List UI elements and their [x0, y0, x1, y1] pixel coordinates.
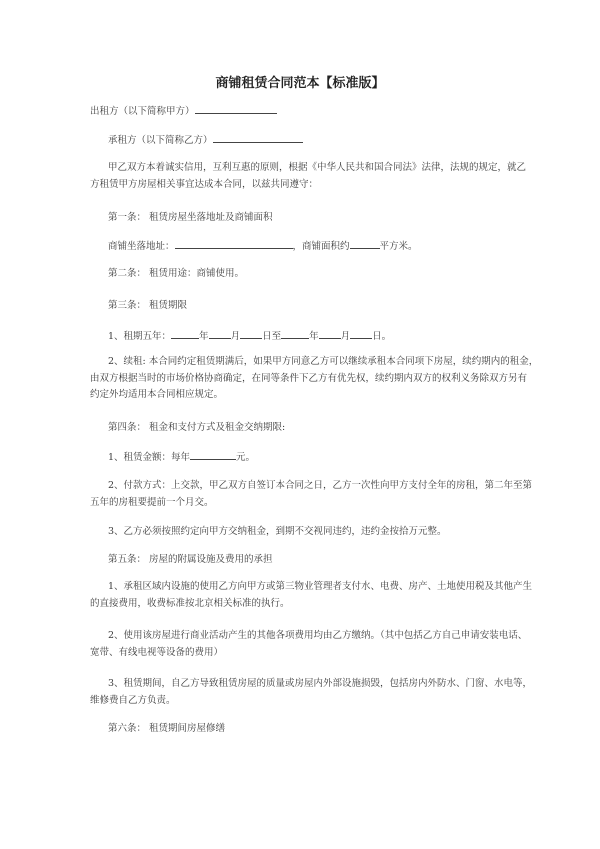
start-month-blank[interactable] — [209, 329, 231, 339]
address-blank[interactable] — [175, 239, 293, 249]
intro-paragraph — [90, 160, 526, 193]
address-line — [108, 239, 418, 253]
end-day-blank[interactable] — [350, 329, 372, 339]
term-month-2: 月 — [340, 331, 351, 342]
term-day-to: 日至 — [262, 331, 282, 342]
article3-title: 第三条： 租赁期限 — [108, 300, 188, 311]
rent-prefix: 1、租赁金额：每年 — [108, 452, 191, 463]
start-year-blank[interactable] — [171, 329, 199, 339]
lessor-blank[interactable] — [195, 104, 277, 114]
article5-title: 第五条： 房屋的附属设施及费用的承担 — [108, 554, 273, 565]
article6-title: 第六条： 租赁期间房屋修缮 — [108, 723, 226, 734]
end-year-blank[interactable] — [281, 329, 309, 339]
rent-suffix: 元。 — [236, 452, 256, 463]
term-year-1: 年 — [199, 331, 209, 342]
address-label: 商铺坐落地址： — [108, 241, 175, 252]
rent-line — [108, 450, 255, 464]
area-blank[interactable] — [350, 239, 380, 249]
renewal-paragraph — [90, 354, 538, 404]
fees1-paragraph — [90, 579, 532, 612]
fees1-line-1: 1、承租区域内设施的使用乙方向甲方或第三物业管理者支付水、电费、房产、土地使用税及其他产生 — [108, 581, 533, 592]
area-label: ，商铺面积约 — [292, 241, 350, 252]
lessee-label: 承租方（以下简称乙方） — [108, 135, 213, 146]
term-year-2: 年 — [309, 331, 319, 342]
lessee-blank[interactable] — [213, 133, 303, 143]
fees2-line-1: 2、使用该房屋进行商业活动产生的其他各项费用均由乙方缴纳。（其中包括乙方自己申请安装电话、 — [108, 630, 528, 641]
document-title: 商铺租赁合同范本【标准版】 — [215, 76, 385, 91]
article4-title: 第四条： 租金和支付方式及租金交纳期限: — [108, 422, 286, 433]
term-line — [108, 329, 391, 343]
renewal-line-3: 约定外均适用本合同相应规定。 — [90, 389, 224, 400]
start-day-blank[interactable] — [240, 329, 262, 339]
article2: 第二条： 租赁用途：商铺使用。 — [108, 268, 245, 279]
lessor-line — [90, 104, 277, 118]
rent-amount-blank[interactable] — [190, 450, 236, 460]
renewal-line-1: 2、续租: 本合同约定租赁期满后，如果甲方同意乙方可以继续承租本合同项下房屋，续约期内的租金， — [108, 356, 539, 367]
term-prefix: 1、租期五年： — [108, 331, 172, 342]
payment-line-1: 2、付款方式：上交款，甲乙双方自签订本合同之日，乙方一次性向甲方支付全年的房租，第二年至第 — [108, 480, 533, 491]
term-month-1: 月 — [230, 331, 241, 342]
end-month-blank[interactable] — [319, 329, 341, 339]
overdue-clause: 3、乙方必须按照约定向甲方交纳租金，到期不交视同违约，违约金按拾万元整。 — [108, 526, 447, 537]
fees3-line-2: 维修费自乙方负责。 — [90, 694, 176, 706]
fees2-paragraph — [90, 628, 527, 661]
article1-title: 第一条： 租赁房屋坐落地址及商铺面积 — [108, 212, 273, 223]
renewal-line-2: 由双方根据当时的市场价格协商确定，在同等条件下乙方有优先权，续约期内双方的权利义务除双方另有 — [90, 372, 528, 384]
intro-line-2: 方租赁甲方房屋相关事宜达成本合同，以兹共同遵守： — [90, 178, 319, 190]
fees3-line-1: 3、租赁期间，自乙方导致租赁房屋的质量或房屋内外部设施损毁，包括房内外防水、门窗、水电等， — [108, 678, 533, 689]
fees1-line-2: 的直接费用，收费标准按北京相关标准的执行。 — [90, 597, 290, 609]
payment-line-2: 五年的房租要提前一个月交。 — [90, 496, 214, 508]
payment-paragraph — [90, 478, 532, 511]
area-unit: 平方米。 — [379, 241, 418, 252]
lessee-line — [108, 133, 303, 147]
lessor-label: 出租方（以下简称甲方） — [90, 106, 195, 117]
fees3-paragraph — [90, 676, 532, 709]
fees2-line-2: 宽带、有线电视等设备的费用） — [90, 646, 224, 658]
term-day-end: 日。 — [372, 331, 392, 342]
intro-line-1: 甲乙双方本着诚实信用，互利互惠的原则，根据《中华人民共和国合同法》法律，法规的规定，就乙 — [108, 162, 527, 173]
